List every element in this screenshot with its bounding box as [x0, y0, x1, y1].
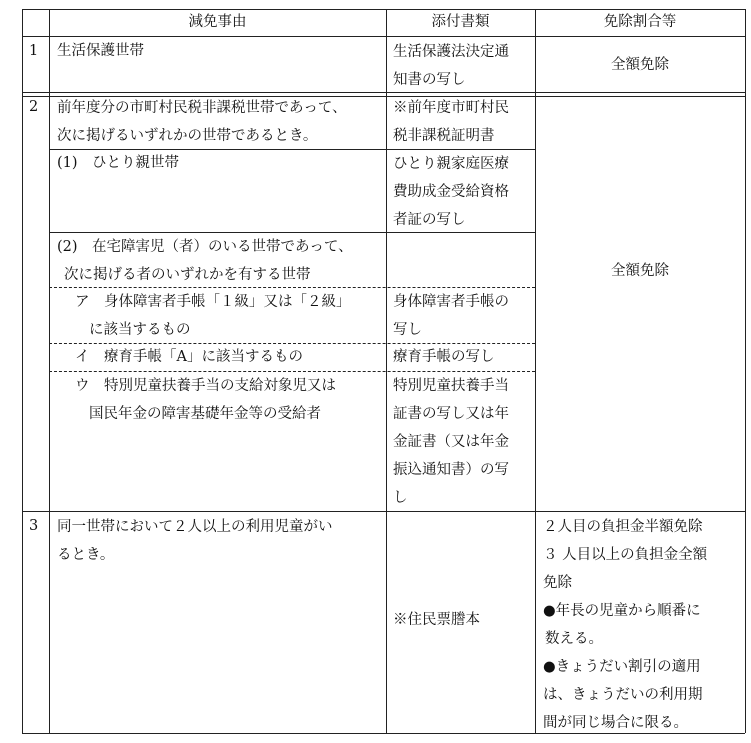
item-u-documents-line: 特別児童扶養手当 [393, 378, 509, 394]
row3-exemption-line: 数える。 [545, 631, 603, 647]
row1-documents-line: 生活保護法決定通 [393, 44, 509, 60]
item-u-reason-line: 国民年金の障害基礎年金等の受給者 [89, 406, 321, 422]
row3-exemption-line: は、きょうだいの利用期 [543, 687, 703, 703]
item-u-reason-line: ウ 特別児童扶養手当の支給対象児又は [75, 378, 336, 394]
row3-exemption-line: ●年長の児童から順番に [543, 603, 701, 619]
sub1-documents-line: 者証の写し [393, 212, 466, 228]
table-border-right [745, 9, 746, 733]
sub1-documents-line: ひとり親家庭医療 [393, 156, 509, 172]
row3-reason [57, 513, 333, 569]
sub1-documents-line: 費助成金受給資格 [393, 184, 509, 200]
item-a-documents [393, 288, 509, 344]
item-u-documents-line: 証書の写し又は年 [393, 406, 509, 422]
row3-exemption [543, 513, 707, 737]
row3-exemption-line: ２人目の負担金半額免除 [543, 519, 703, 535]
row2-reason-line: 次に掲げるいずれかの世帯であるとき。 [57, 128, 318, 144]
column-line-3 [535, 9, 536, 733]
item-u-documents-line: 金証書（又は年金 [393, 434, 509, 450]
item-u-documents-line: し [393, 490, 408, 506]
row3-documents: ※住民票謄本 [393, 612, 480, 628]
row3-exemption-line: 間が同じ場合に限る。 [543, 715, 688, 731]
row2-documents-line: ※前年度市町村民 [393, 100, 509, 116]
sub1-reason: (1) ひとり親世帯 [57, 155, 180, 171]
sub2-reason [57, 233, 353, 289]
row1-documents-line: 知書の写し [393, 72, 466, 88]
sub1-documents [393, 150, 509, 234]
row2-reason-line: 前年度分の市町村民税非課税世帯であって、 [57, 100, 347, 116]
header-exemption: 免除割合等 [603, 14, 677, 30]
header-documents: 添付書類 [431, 14, 490, 30]
item-u-reason [75, 372, 336, 428]
item-u-documents [393, 372, 509, 512]
item-a-reason-line: ア 身体障害者手帳「１級」又は「２級」 [75, 294, 351, 310]
row2-documents-line: 税非課税証明書 [393, 128, 495, 144]
row2-documents [393, 94, 509, 150]
item-i-documents: 療育手帳の写し [393, 349, 495, 365]
row3-exemption-line: ●きょうだい割引の適用 [543, 659, 701, 675]
sub2-reason-line: (2) 在宅障害児（者）のいる世帯であって、 [57, 239, 353, 255]
table-border-left [22, 9, 23, 733]
row1-reason: 生活保護世帯 [57, 43, 144, 59]
row1-number: 1 [29, 43, 39, 59]
item-a-reason-line: に該当するもの [89, 322, 191, 338]
row3-exemption-line: ３ 人目以上の負担金全額 [543, 547, 708, 563]
sub2-reason-line: 次に掲げる者のいずれかを有する世帯 [64, 267, 311, 283]
row3-reason-line: 同一世帯において２人以上の利用児童がい [57, 519, 333, 535]
item-a-documents-line: 身体障害者手帳の [393, 294, 509, 310]
row3-reason-line: るとき。 [57, 547, 115, 563]
item-u-documents-line: 振込通知書）の写 [393, 462, 509, 478]
row3-number: 3 [29, 518, 39, 534]
row3-exemption-line: 免除 [543, 575, 572, 591]
header-bottom-line [22, 36, 745, 37]
row2-number: 2 [29, 99, 39, 115]
row2-bottom-line [22, 511, 745, 512]
row1-documents [393, 38, 509, 94]
item-i-reason: イ 療育手帳「A」に該当するもの [75, 349, 303, 365]
row2-exemption: 全額免除 [611, 263, 669, 279]
row1-exemption: 全額免除 [611, 57, 669, 73]
header-reason: 減免事由 [188, 14, 247, 30]
item-a-documents-line: 写し [393, 322, 422, 338]
row2-reason [57, 94, 347, 150]
item-a-reason [75, 288, 351, 344]
